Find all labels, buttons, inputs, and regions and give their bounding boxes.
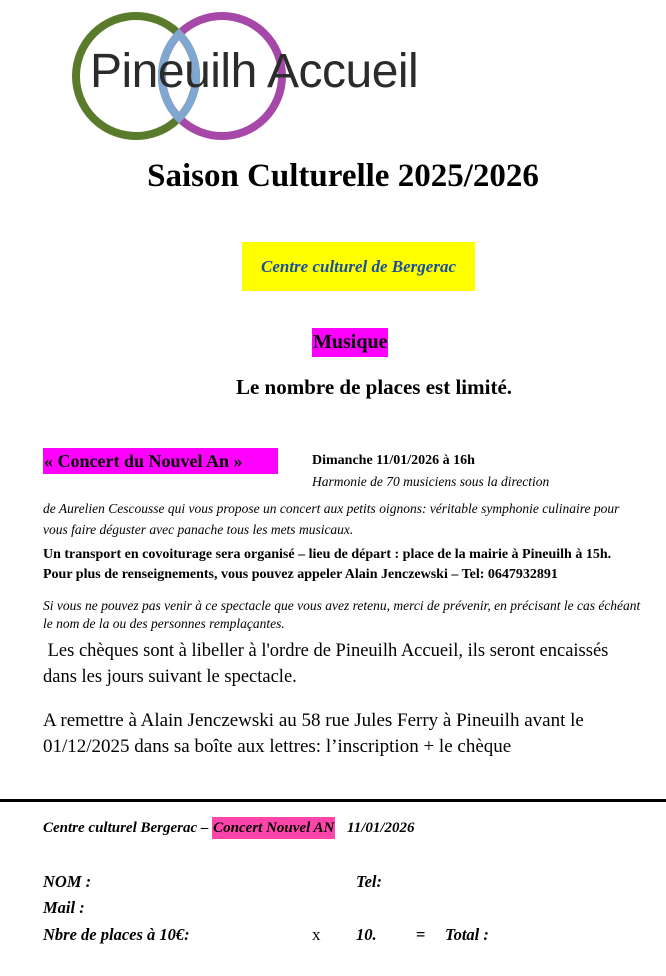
remit-info: A remettre à Alain Jenczewski au 58 rue Jules Ferry à Pineuilh avant le 01/12/2025 dans sa boîte aux lettres: l’inscription + le chèque	[43, 710, 584, 757]
slip-header	[43, 820, 415, 837]
category-label: Musique	[312, 328, 388, 357]
event-description-line1: Harmonie de 70 musiciens sous la direction	[312, 474, 550, 489]
cut-divider	[0, 799, 666, 802]
slip-concert: Concert Nouvel AN	[212, 817, 335, 839]
equals-sign: =	[416, 925, 426, 944]
event-description: de Aurelien Cescousse qui vous propose un concert aux petits oignons: véritable symphonie culinaire pour vous faire déguster avec panache tous les mets musicaux.	[43, 501, 620, 537]
times-sign: x	[312, 925, 321, 944]
pineuilh-accueil-logo	[60, 8, 460, 148]
limited-places-notice: Le nombre de places est limité.	[235, 375, 513, 399]
cancellation-info: Si vous ne pouvez pas venir à ce spectacle que vous avez retenu, merci de prévenir, en précisant le cas échéant le nom de la ou des personnes remplaçantes.	[43, 598, 641, 631]
slip-date: 11/01/2026	[347, 820, 415, 836]
transport-info: Un transport en covoiturage sera organisé – lieu de départ : place de la mairie à Pineuilh à 15h. Pour plus de renseignements, vous pouvez appeler Alain Jenczewski – Tel: 0647932891	[43, 547, 612, 582]
tel-label: Tel:	[356, 872, 382, 891]
places-label: Nbre de places à 10€:	[43, 925, 190, 944]
event-date: Dimanche 11/01/2026 à 16h	[312, 453, 475, 468]
cheque-info: Les chèques sont à libeller à l'ordre de Pineuilh Accueil, ils seront encaissés dans les jours suivant le spectacle.	[43, 641, 613, 687]
slip-venue: Centre culturel Bergerac –	[43, 820, 209, 836]
logo-text: Pineuilh Accueil	[90, 45, 419, 98]
mail-label: Mail :	[43, 898, 85, 917]
venue-label: Centre culturel de Bergerac	[242, 242, 475, 291]
nom-label: NOM :	[43, 872, 92, 891]
page-title: Saison Culturelle 2025/2026	[147, 158, 539, 194]
total-label: Total :	[445, 925, 489, 944]
unit-price: 10.	[356, 925, 377, 944]
event-name: « Concert du Nouvel An »	[43, 448, 278, 474]
